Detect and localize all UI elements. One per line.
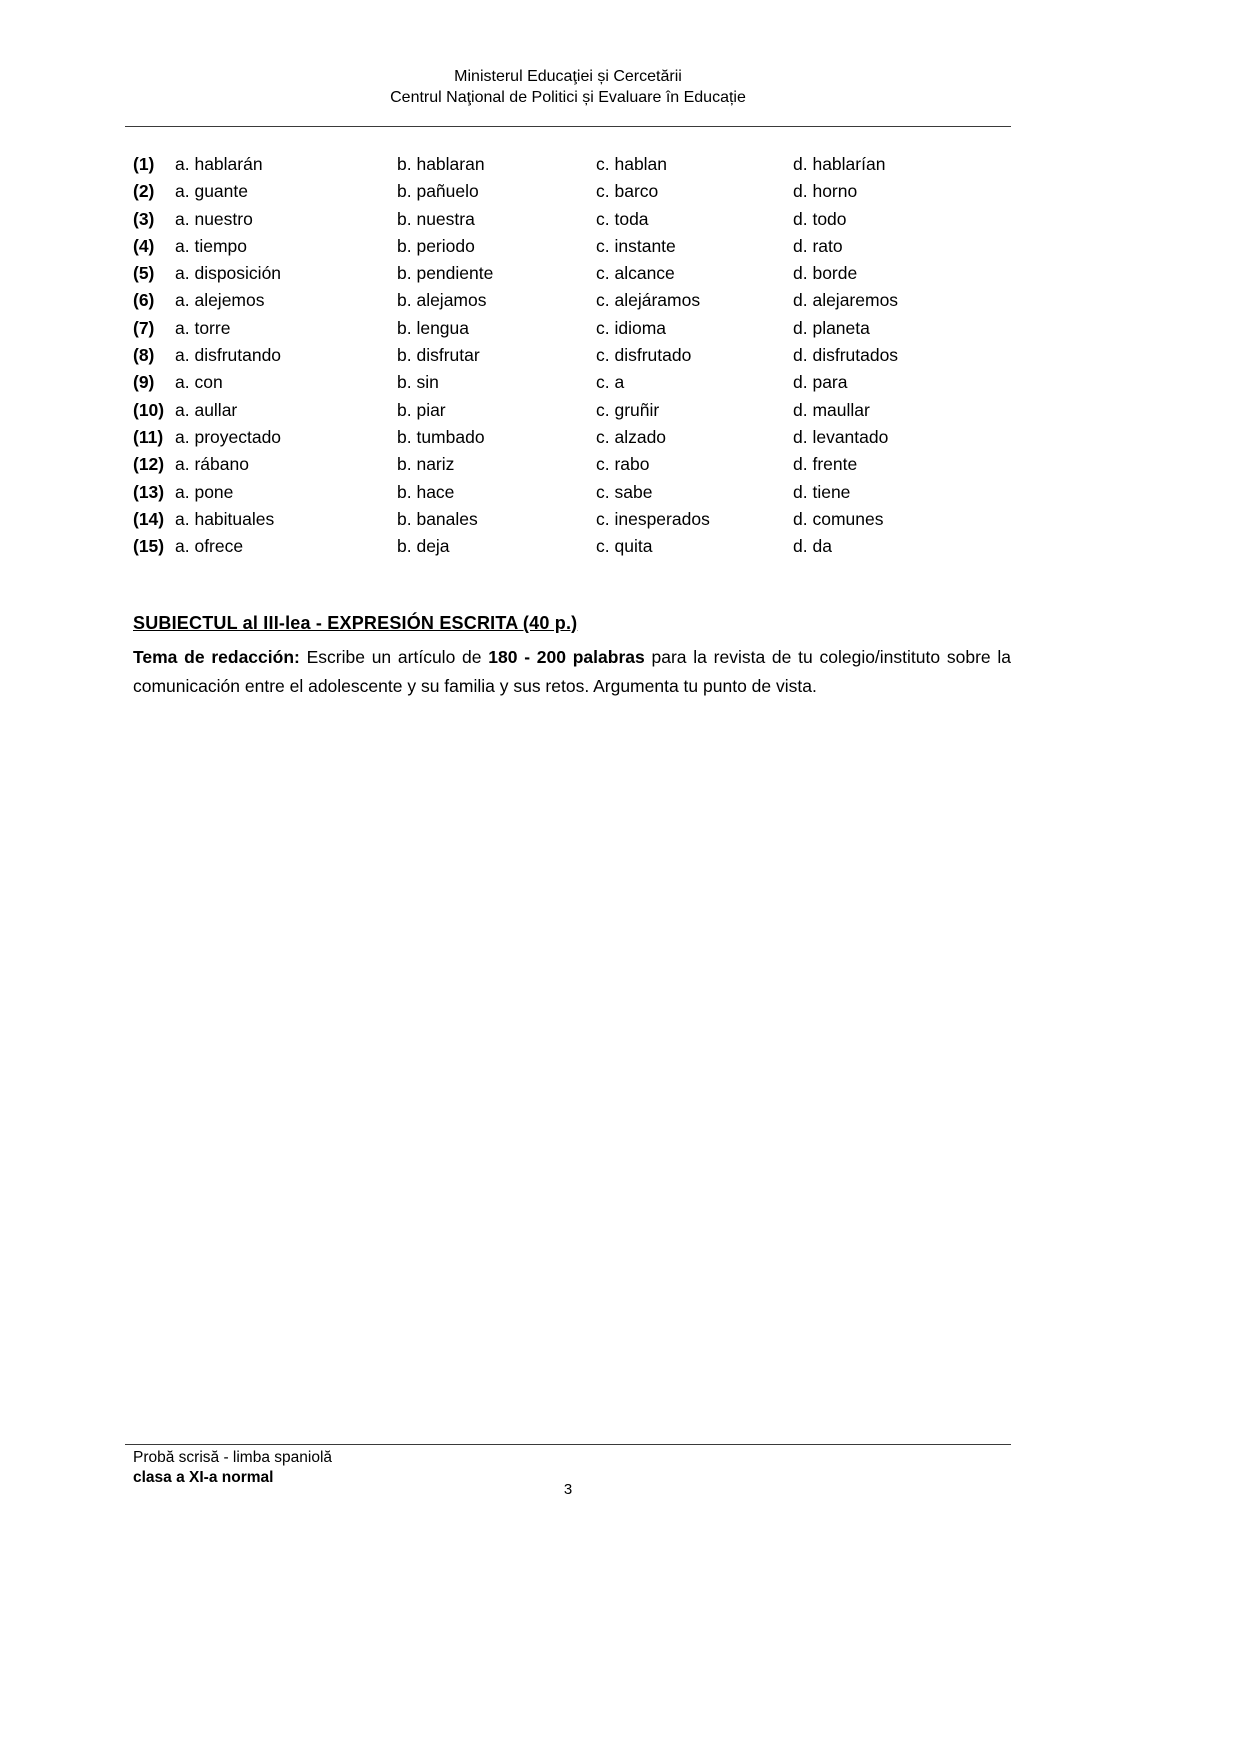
question-row xyxy=(133,151,1013,178)
question-number: (11) xyxy=(133,426,164,447)
word-count: 180 - 200 palabras xyxy=(488,647,645,667)
option-b: b. pañuelo xyxy=(397,181,479,202)
question-number: (2) xyxy=(133,181,155,202)
question-number: (10) xyxy=(133,399,165,420)
option-b: b. pendiente xyxy=(397,263,494,284)
option-a: a. nuestro xyxy=(175,208,253,229)
option-c: c. alcance xyxy=(596,263,675,284)
option-c: c. disfrutado xyxy=(596,345,692,366)
option-c: c. alejáramos xyxy=(596,290,701,311)
question-row xyxy=(133,315,1013,342)
option-b: b. hablaran xyxy=(397,154,485,174)
question-number: (4) xyxy=(133,235,155,256)
option-b: b. hace xyxy=(397,481,455,502)
option-b: b. banales xyxy=(397,508,478,529)
header-divider xyxy=(125,126,1011,127)
section-expresion-escrita xyxy=(133,613,1011,700)
question-row xyxy=(133,206,1013,233)
option-a: a. rábano xyxy=(175,454,249,475)
option-a: a. proyectado xyxy=(175,426,282,447)
option-c: c. idioma xyxy=(596,317,667,338)
question-number: (6) xyxy=(133,290,155,311)
option-d: d. borde xyxy=(793,263,858,284)
question-row xyxy=(133,424,1013,451)
option-c: c. quita xyxy=(596,536,653,557)
option-d: d. frente xyxy=(793,454,858,475)
question-number: (7) xyxy=(133,317,155,338)
footer-class: clasa a XI-a normal xyxy=(133,1469,274,1486)
option-d: d. alejaremos xyxy=(793,290,899,311)
option-a: a. hablarán xyxy=(175,154,263,174)
option-c: c. toda xyxy=(596,208,649,229)
section-heading: SUBIECTUL al III-lea - EXPRESIÓN ESCRITA (40 p.) xyxy=(133,613,578,633)
option-d: d. todo xyxy=(793,208,847,229)
option-b: b. sin xyxy=(397,372,439,393)
option-c: c. sabe xyxy=(596,481,653,502)
header-center-line: Centrul Naţional de Politici și Evaluare în Educație xyxy=(390,89,746,106)
option-c: c. rabo xyxy=(596,454,650,475)
option-a: a. pone xyxy=(175,481,234,502)
option-d: d. tiene xyxy=(793,481,851,502)
option-b: b. deja xyxy=(397,536,450,557)
question-number: (13) xyxy=(133,481,165,502)
question-number: (12) xyxy=(133,454,165,475)
option-a: a. disposición xyxy=(175,263,282,284)
question-row xyxy=(133,451,1013,478)
header-ministry-line: Ministerul Educaţiei și Cercetării xyxy=(454,68,682,85)
option-a: a. tiempo xyxy=(175,235,247,256)
option-c: c. alzado xyxy=(596,426,667,447)
footer-exam-type: Probă scrisă - limba spaniolă xyxy=(133,1449,333,1466)
option-b: b. periodo xyxy=(397,235,475,256)
question-row xyxy=(133,287,1013,314)
option-a: a. ofrece xyxy=(175,536,244,557)
option-d: d. planeta xyxy=(793,317,870,338)
option-a: a. guante xyxy=(175,181,248,202)
option-d: d. maullar xyxy=(793,399,870,420)
option-b: b. tumbado xyxy=(397,426,485,447)
option-d: d. levantado xyxy=(793,426,889,447)
option-c: c. instante xyxy=(596,235,676,256)
document-header xyxy=(125,66,1011,108)
question-number: (15) xyxy=(133,536,165,557)
question-row xyxy=(133,178,1013,205)
option-d: d. disfrutados xyxy=(793,345,899,366)
question-row xyxy=(133,533,1013,560)
question-row xyxy=(133,342,1013,369)
option-c: c. gruñir xyxy=(596,399,660,420)
question-row xyxy=(133,397,1013,424)
task-text-part1: Escribe un artículo de xyxy=(299,647,489,667)
option-c: c. a xyxy=(596,372,625,393)
question-number: (9) xyxy=(133,372,155,393)
option-a: a. con xyxy=(175,372,223,393)
option-a: a. habituales xyxy=(175,508,275,529)
question-row xyxy=(133,479,1013,506)
question-number: (3) xyxy=(133,208,155,229)
option-d: d. para xyxy=(793,372,848,393)
option-b: b. nuestra xyxy=(397,208,475,229)
option-b: b. alejamos xyxy=(397,290,487,311)
question-number: (5) xyxy=(133,263,155,284)
option-d: d. horno xyxy=(793,181,858,202)
question-number: (14) xyxy=(133,508,165,529)
footer-divider xyxy=(125,1444,1011,1445)
option-b: b. disfrutar xyxy=(397,345,480,366)
question-number: (1) xyxy=(133,154,155,174)
option-b: b. lengua xyxy=(397,317,470,338)
option-b: b. piar xyxy=(397,399,446,420)
question-row xyxy=(133,506,1013,533)
task-text-part2: para la revista de tu colegio/instituto sobre la comunicación entre el adolescente y su familia y sus retos. Argumenta tu punto de vista. xyxy=(133,647,1012,696)
option-d: d. hablarían xyxy=(793,154,886,174)
option-c: c. barco xyxy=(596,181,659,202)
option-d: d. comunes xyxy=(793,508,884,529)
question-number: (8) xyxy=(133,345,155,366)
question-row xyxy=(133,233,1013,260)
option-a: a. alejemos xyxy=(175,290,265,311)
question-row xyxy=(133,260,1013,287)
task-label: Tema de redacción: xyxy=(133,647,300,667)
option-c: c. inesperados xyxy=(596,508,710,529)
option-a: a. torre xyxy=(175,317,231,338)
option-d: d. rato xyxy=(793,235,843,256)
option-c: c. hablan xyxy=(596,154,668,174)
option-a: a. aullar xyxy=(175,399,238,420)
task-paragraph xyxy=(133,643,1011,700)
option-d: d. da xyxy=(793,536,832,557)
option-a: a. disfrutando xyxy=(175,345,282,366)
questions-list xyxy=(133,151,1013,560)
option-b: b. nariz xyxy=(397,454,455,475)
question-row xyxy=(133,369,1013,396)
page-number: 3 xyxy=(563,1481,573,1498)
